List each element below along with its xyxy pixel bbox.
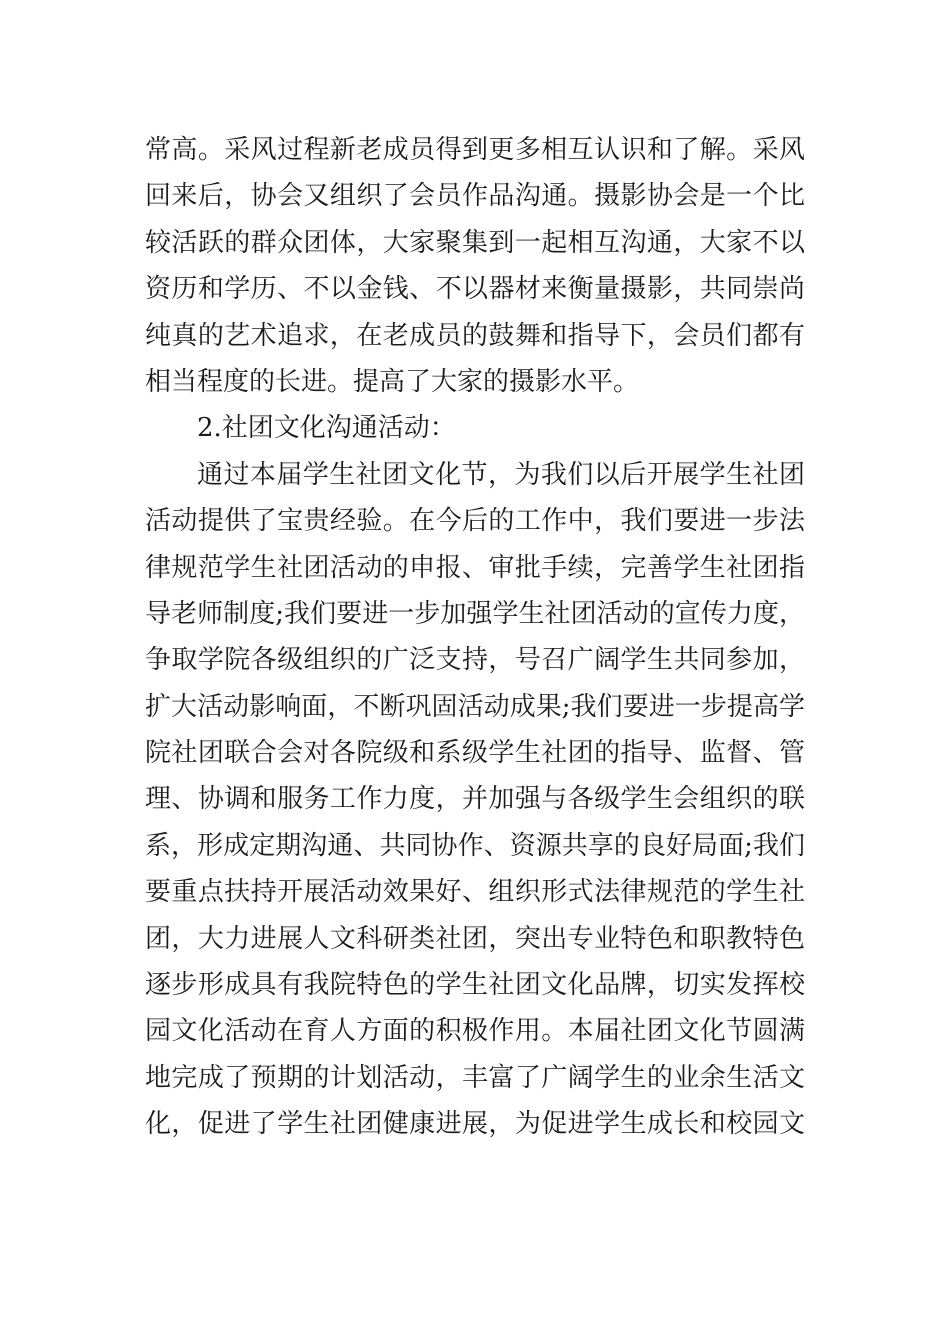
- text-line: 律规范学生社团活动的申报、审批手续，完善学生社团指: [145, 552, 805, 583]
- text-line: 资历和学历、不以金钱、不以器材来衡量摄影，共同崇尚: [145, 274, 805, 305]
- text-line: 导老师制度;我们要进一步加强学生社团活动的宣传力度，: [145, 598, 805, 629]
- text-line: 较活跃的群众团体，大家聚集到一起相互沟通，大家不以: [145, 227, 805, 258]
- text-line: 逐步形成具有我院特色的学生社团文化品牌，切实发挥校: [145, 970, 805, 1001]
- text-line: 争取学院各级组织的广泛支持，号召广阔学生共同参加，: [145, 645, 805, 676]
- text-line: 相当程度的长进。提高了大家的摄影水平。: [145, 366, 640, 397]
- text-line: 地完成了预期的计划活动，丰富了广阔学生的业余生活文: [145, 1062, 805, 1093]
- text-line: 活动提供了宝贵经验。在今后的工作中，我们要进一步法: [145, 506, 805, 537]
- section-heading: 2.社团文化沟通活动：: [197, 413, 456, 444]
- text-line: 园文化活动在育人方面的积极作用。本届社团文化节圆满: [145, 1016, 805, 1047]
- paragraph-photography-association: [145, 127, 805, 405]
- text-line: 通过本届学生社团文化节，为我们以后开展学生社团: [197, 459, 805, 490]
- text-line: 团，大力进展人文科研类社团，突出专业特色和职教特色: [145, 923, 805, 954]
- text-line: 系，形成定期沟通、共同协作、资源共享的良好局面;我们: [145, 830, 805, 861]
- text-line: 要重点扶持开展活动效果好、组织形式法律规范的学生社: [145, 877, 805, 908]
- text-line: 扩大活动影响面，不断巩固活动成果;我们要进一步提高学: [145, 691, 805, 722]
- text-line: 纯真的艺术追求，在老成员的鼓舞和指导下，会员们都有: [145, 320, 805, 351]
- text-line: 回来后，协会又组织了会员作品沟通。摄影协会是一个比: [145, 181, 805, 212]
- paragraph-club-culture: [145, 452, 805, 1148]
- document-body: [145, 127, 805, 1148]
- text-line: 常高。采风过程新老成员得到更多相互认识和了解。采风: [145, 135, 805, 165]
- text-line: 化，促进了学生社团健康进展，为促进学生成长和校园文: [145, 1109, 805, 1140]
- text-line: 院社团联合会对各院级和系级学生社团的指导、监督、管: [145, 738, 805, 769]
- text-line: 理、协调和服务工作力度，并加强与各级学生会组织的联: [145, 784, 805, 815]
